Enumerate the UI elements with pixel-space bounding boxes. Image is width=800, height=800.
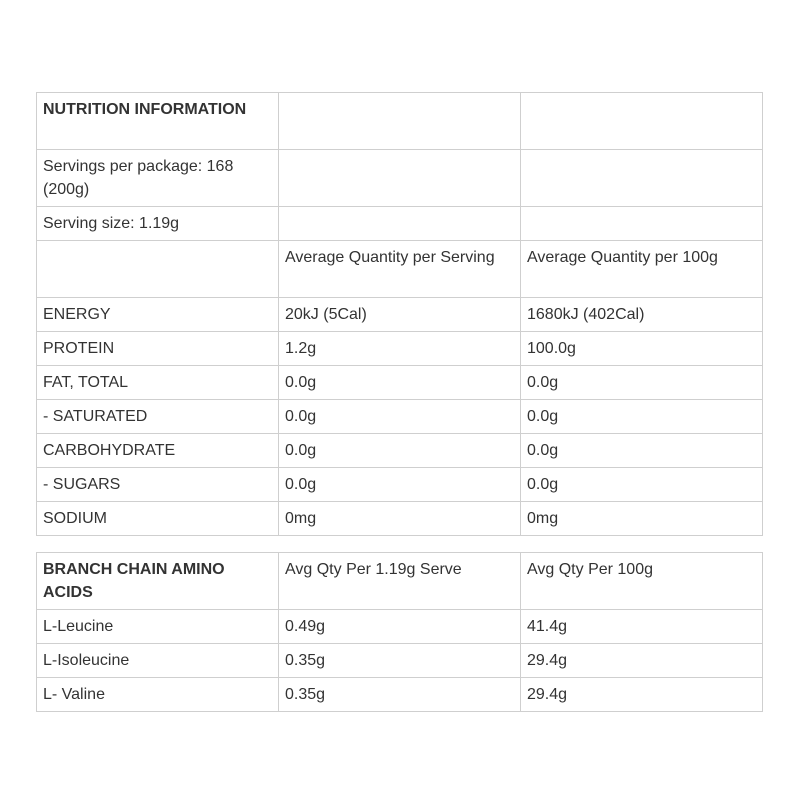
nutrient-name: PROTEIN xyxy=(37,332,279,366)
table-row xyxy=(37,150,763,207)
amino-acid-name: L- Valine xyxy=(37,678,279,712)
column-header-per-serving: Avg Qty Per 1.19g Serve xyxy=(279,553,521,610)
amino-acid-per-serving: 0.35g xyxy=(279,644,521,678)
table-row xyxy=(37,610,763,644)
nutrient-per-serving: 0.0g xyxy=(279,400,521,434)
empty-cell xyxy=(521,93,763,150)
table-header-row xyxy=(37,553,763,610)
nutrient-per-serving: 0.0g xyxy=(279,434,521,468)
table-row xyxy=(37,468,763,502)
nutrient-name: CARBOHYDRATE xyxy=(37,434,279,468)
nutrient-name: FAT, TOTAL xyxy=(37,366,279,400)
table-row xyxy=(37,400,763,434)
servings-per-package: Servings per package: 168 (200g) xyxy=(37,150,279,207)
nutrient-per-100g: 0mg xyxy=(521,502,763,536)
serving-size: Serving size: 1.19g xyxy=(37,207,279,241)
amino-acid-name: L-Isoleucine xyxy=(37,644,279,678)
nutrient-per-100g: 0.0g xyxy=(521,400,763,434)
nutrition-table xyxy=(36,92,763,536)
empty-cell xyxy=(279,93,521,150)
nutrient-per-serving: 1.2g xyxy=(279,332,521,366)
bcaa-header: BRANCH CHAIN AMINO ACIDS xyxy=(37,553,279,610)
nutrient-name: - SATURATED xyxy=(37,400,279,434)
amino-acid-per-100g: 29.4g xyxy=(521,644,763,678)
table-row xyxy=(37,644,763,678)
nutrient-per-100g: 0.0g xyxy=(521,468,763,502)
empty-cell xyxy=(521,150,763,207)
empty-cell xyxy=(37,241,279,298)
nutrition-header: NUTRITION INFORMATION xyxy=(37,93,279,150)
nutrient-per-100g: 1680kJ (402Cal) xyxy=(521,298,763,332)
empty-cell xyxy=(279,207,521,241)
nutrient-per-serving: 0.0g xyxy=(279,366,521,400)
table-row xyxy=(37,366,763,400)
nutrient-per-serving: 0mg xyxy=(279,502,521,536)
table-row xyxy=(37,332,763,366)
amino-acid-name: L-Leucine xyxy=(37,610,279,644)
amino-acid-per-serving: 0.49g xyxy=(279,610,521,644)
nutrient-name: SODIUM xyxy=(37,502,279,536)
column-header-per-serving: Average Quantity per Serving xyxy=(279,241,521,298)
table-row xyxy=(37,298,763,332)
nutrient-per-100g: 100.0g xyxy=(521,332,763,366)
table-row xyxy=(37,207,763,241)
table-row xyxy=(37,93,763,150)
column-header-per-100g: Avg Qty Per 100g xyxy=(521,553,763,610)
table-row xyxy=(37,502,763,536)
nutrient-name: - SUGARS xyxy=(37,468,279,502)
nutrient-per-serving: 20kJ (5Cal) xyxy=(279,298,521,332)
amino-acid-per-serving: 0.35g xyxy=(279,678,521,712)
empty-cell xyxy=(279,150,521,207)
table-header-row xyxy=(37,241,763,298)
nutrient-per-100g: 0.0g xyxy=(521,366,763,400)
empty-cell xyxy=(521,207,763,241)
nutrient-name: ENERGY xyxy=(37,298,279,332)
table-row xyxy=(37,434,763,468)
amino-acid-per-100g: 29.4g xyxy=(521,678,763,712)
table-row xyxy=(37,678,763,712)
bcaa-table xyxy=(36,552,763,712)
column-header-per-100g: Average Quantity per 100g xyxy=(521,241,763,298)
amino-acid-per-100g: 41.4g xyxy=(521,610,763,644)
nutrient-per-serving: 0.0g xyxy=(279,468,521,502)
nutrient-per-100g: 0.0g xyxy=(521,434,763,468)
